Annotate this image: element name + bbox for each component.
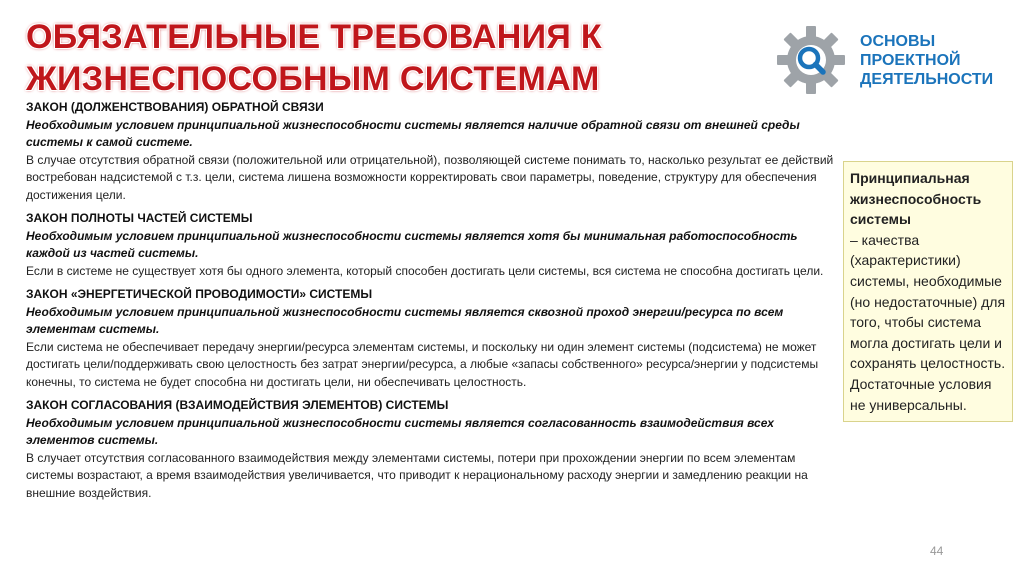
law-heading: ЗАКОН ПОЛНОТЫ ЧАСТЕЙ СИСТЕМЫ xyxy=(26,211,253,225)
law-description: В случает отсутствия согласованного взаимодействия между элементами системы, потери при прохождении энергии по всем элементам системы возрастают, а время взаимодействия увеличивается, что приводит к нерациональному расходу энергии и замедлению реакции на внешние воздействия. xyxy=(26,450,808,500)
page-title xyxy=(26,16,602,100)
law-heading: ЗАКОН (ДОЛЖЕНСТВОВАНИЯ) ОБРАТНОЙ СВЯЗИ xyxy=(26,100,324,114)
law-feedback xyxy=(26,99,838,204)
brand-line-2: ПРОЕКТНОЙ xyxy=(860,52,961,69)
law-condition: Необходимым условием принципиальной жизнеспособности системы является наличие обратной связи от внешней среды системы к самой системе. xyxy=(26,117,800,149)
laws-list xyxy=(26,99,838,508)
law-heading: ЗАКОН СОГЛАСОВАНИЯ (ВЗАИМОДЕЙСТВИЯ ЭЛЕМЕНТОВ) СИСТЕМЫ xyxy=(26,398,449,412)
law-heading: ЗАКОН «ЭНЕРГЕТИЧЕСКОЙ ПРОВОДИМОСТИ» СИСТЕМЫ xyxy=(26,287,373,301)
gear-magnifier-icon xyxy=(775,24,847,96)
brand-name xyxy=(860,32,993,89)
law-energy-conductivity xyxy=(26,286,838,391)
brand-line-1: ОСНОВЫ xyxy=(860,33,936,50)
definition-text: – качества (характеристики) системы, необходимые (но недостаточные) для того, чтобы система могла достигать цели и сохранять целостность. Достаточные условия не универсальны. xyxy=(850,231,1006,413)
law-description: Если в системе не существует хотя бы одного элемента, который способен достигать цели системы, вся система не способна достигать цели. xyxy=(26,263,824,278)
page-title-line-2: ЖИЗНЕСПОСОБНЫМ СИСТЕМАМ xyxy=(26,60,600,98)
page-number: 44 xyxy=(930,544,944,558)
brand-line-3: ДЕЯТЕЛЬНОСТИ xyxy=(860,71,994,88)
law-coordination xyxy=(26,397,838,502)
law-condition: Необходимым условием принципиальной жизнеспособности системы является хотя бы минимальная работоспособность каждой из частей системы. xyxy=(26,228,798,260)
definition-box xyxy=(843,161,1013,422)
law-condition: Необходимым условием принципиальной жизнеспособности системы является согласованность взаимодействия всех элементов системы. xyxy=(26,415,774,447)
law-description: В случае отсутствия обратной связи (положительной или отрицательной), позволяющей системе понимать то, насколько результат ее действий востребован надсистемой с т.з. цели, система лишена возможности корректировать свои параметры, поведение, структуру для обеспечения достижения цели. xyxy=(26,152,834,202)
law-condition: Необходимым условием принципиальной жизнеспособности системы является сквозной проход энергии/ресурса по всем элементам системы. xyxy=(26,304,784,336)
definition-term: Принципиальная жизнеспособность системы xyxy=(850,170,982,228)
law-completeness xyxy=(26,210,838,280)
page-title-line-1: ОБЯЗАТЕЛЬНЫЕ ТРЕБОВАНИЯ К xyxy=(26,18,602,56)
law-description: Если система не обеспечивает передачу энергии/ресурса элементам системы, и поскольку ни один элемент системы (подсистема) не может достигать цели/поддерживать свою целостность без затрат энергии/ресурса, а любые «запасы собственного» ресурса/энергии у подсистемы конечны, то система не будет способна ни достигать цели, ни обеспечивать целостность. xyxy=(26,339,819,389)
